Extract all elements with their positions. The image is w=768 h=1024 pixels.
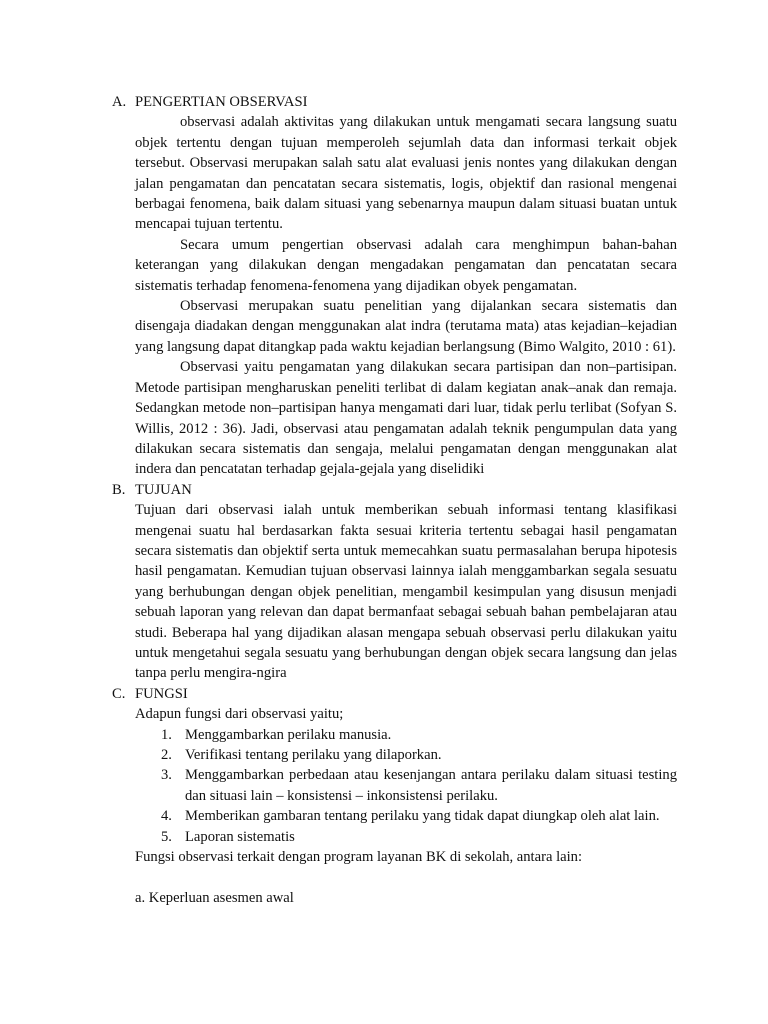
list-outro: Fungsi observasi terkait dengan program layanan BK di sekolah, antara lain: xyxy=(135,849,583,866)
section-heading-tujuan xyxy=(112,480,677,500)
list-item xyxy=(161,765,677,806)
blank-line xyxy=(135,867,677,887)
list-item xyxy=(161,827,677,847)
paragraph: Observasi merupakan suatu penelitian yang dijalankan secara sistematis dan disengaja diadakan dengan menggunakan alat indra (terutama mata) atas kejadian–kejadian yang langsung dapat ditangkap pada waktu kejadian berlangsung (Bimo Walgito, 2010 : 61). xyxy=(135,298,677,355)
section-letter: B. xyxy=(112,481,126,498)
list-item xyxy=(161,745,677,765)
list-item-number: 2. xyxy=(161,747,172,763)
document-content xyxy=(112,92,677,908)
section-heading-fungsi xyxy=(112,684,677,704)
list-item-text: Menggambarkan perilaku manusia. xyxy=(185,726,392,743)
list-intro: Adapun fungsi dari observasi yaitu; xyxy=(135,706,344,723)
paragraph: Secara umum pengertian observasi adalah cara menghimpun bahan-bahan keterangan yang dilakukan dengan mengadakan pengamatan dan pencatatan secara sistematis terhadap fenomena-fenomena yang dijadikan obyek pengamatan. xyxy=(135,236,677,294)
section-heading-pengertian xyxy=(112,92,677,112)
section-letter: A. xyxy=(112,94,127,110)
list-item-number: 1. xyxy=(161,726,172,743)
list-item-text: Menggambarkan perbedaan atau kesenjangan antara perilaku dalam situasi testing dan situasi lain – konsistensi – inkonsistensi perilaku. xyxy=(185,767,677,804)
list-item-number: 5. xyxy=(161,828,172,845)
list-item xyxy=(161,806,677,826)
list-item-text: Laporan sistematis xyxy=(185,828,295,845)
paragraph: Observasi yaitu pengamatan yang dilakukan secara partisipan dan non–partisipan. Metode partisipan mengharuskan peneliti terlibat di dalam kegiatan anak–anak dan remaja. Sedangkan metode non–partisipan hanya mengamati dari luar, tidak perlu terlibat (Sofyan S. Willis, 2012 : 36). Jadi, observasi atau pengamatan adalah teknik pengumpulan data yang dilakukan secara sistematis dan sengaja, melalui pengamatan dengan menggunakan alat indera dan pencatatan terhadap gejala-gejala yang diselidiki xyxy=(135,359,677,478)
list-item-number: 4. xyxy=(161,808,172,825)
list-item xyxy=(161,725,677,745)
paragraph: Tujuan dari observasi ialah untuk memberikan sebuah informasi tentang klasifikasi mengenai suatu hal berdasarkan fakta sesuai kriteria tertentu sebagai hasil pengamatan secara sistematis dan objektif serta untuk memecahkan suatu permasalahan berupa hipotesis hasil pengamatan. Kemudian tujuan observasi lainnya ialah menggambarkan segala sesuatu yang berhubungan dengan objek penelitian, mengambil kesimpulan yang disusun menjadi sebuah laporan yang relevan dan dapat bermanfaat sebagai sebuah bahan pembelajaran atau studi. Beberapa hal yang dijadikan alasan mengapa sebuah observasi perlu dilakukan yaitu untuk mengetahui segala sesuatu yang berhubungan dengan objek secara langsung dan jelas tanpa perlu mengira-ngira xyxy=(135,502,677,682)
list-item-number: 3. xyxy=(161,767,172,784)
section-title: PENGERTIAN OBSERVASI xyxy=(135,94,308,110)
paragraph: observasi adalah aktivitas yang dilakukan untuk mengamati secara langsung suatu objek tertentu dengan tujuan memperoleh sejumlah data dan informasi terkait objek tersebut. Observasi merupakan salah satu alat evaluasi jenis nontes yang dilakukan dengan jalan pengamatan dan pencatatan secara sistematis, logis, objektif dan rasional mengenai berbagai fenomena, baik dalam situasi yang sebenarnya maupun dalam situasi buatan untuk mencapai tujuan tertentu. xyxy=(135,114,677,233)
list-item-text: Memberikan gambaran tentang perilaku yang tidak dapat diungkap oleh alat lain. xyxy=(185,808,660,825)
section-title: TUJUAN xyxy=(135,481,192,498)
fungsi-list xyxy=(135,725,677,847)
sub-item: a. Keperluan asesmen awal xyxy=(135,889,294,906)
section-title: FUNGSI xyxy=(135,685,188,702)
section-letter: C. xyxy=(112,685,126,702)
list-item-text: Verifikasi tentang perilaku yang dilaporkan. xyxy=(185,747,442,763)
